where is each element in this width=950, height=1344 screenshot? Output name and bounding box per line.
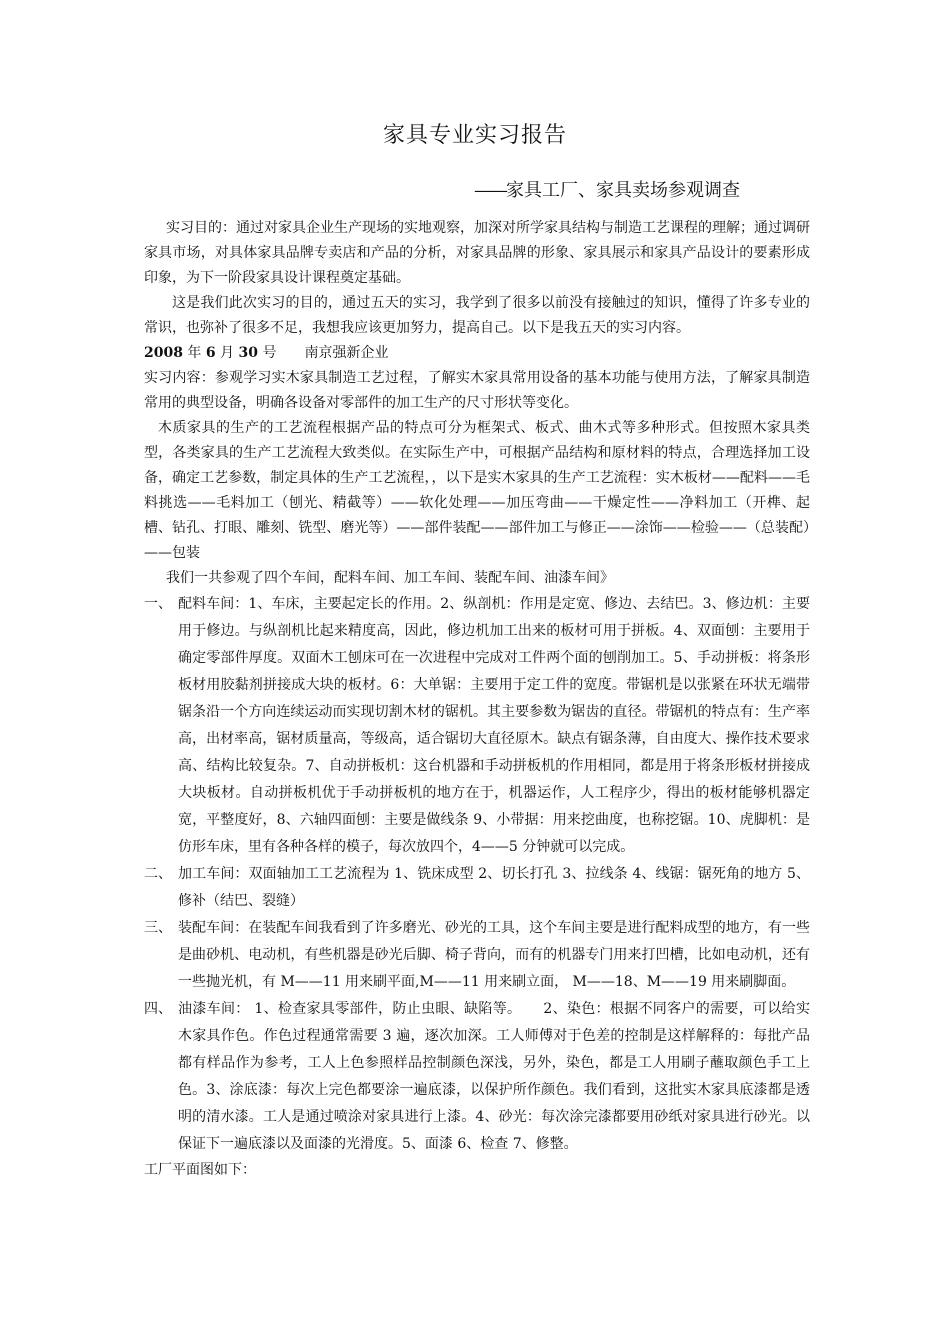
purpose-paragraph: 实习目的：通过对家具企业生产现场的实地观察，加深对所学家具结构与制造工艺课程的理解；通过调研家具市场，对具体家具品牌专卖店和产品的分析，对家具品牌的形象、家具展示和家具产品设计的要素形成印象，为下一阶段家具设计课程奠定基础。 xyxy=(144,220,810,286)
list-text-a: 油漆车间： 1、检查家具零部件，防止虫眼、缺陷等。 xyxy=(178,1001,522,1017)
date-day: 30 xyxy=(238,345,259,361)
content-paragraph: 实习内容：参观学习实木家具制造工艺过程，了解实木家具常用设备的基本功能与使用方法，了解家具制造常用的典型设备，明确各设备对零部件的加工生产的尺寸形状等变化。 xyxy=(144,370,810,411)
subtitle-text: 家具工厂、家具卖场参观调查 xyxy=(506,180,740,201)
list-text: 加工车间：双面轴加工工艺流程为 1、铣床成型 2、切长打孔 3、拉线条 4、线锯：锯死角的地方 5、修补（结巴、裂缝） xyxy=(178,866,810,909)
workshop-list xyxy=(144,591,810,1158)
list-number: 三、 xyxy=(144,920,172,936)
list-item xyxy=(144,591,810,861)
document-subtitle xyxy=(474,176,740,202)
subtitle-dash: —— xyxy=(474,180,506,201)
list-item xyxy=(144,861,810,915)
date-line xyxy=(144,341,810,366)
list-text-b: 2、染色：根据不同客户的需要，可以给实木家具作色。作色过程通常需要 3 遍，逐次加深。工人师傅对于色差的控制是这样解释的：每批产品都有样品作为参考，工人上色参照样品控制颜色深浅，另外，染色，都是工人用刷子蘸取颜色手工上色。3、涂底漆：每次上完色都要涂一遍底漆，以保护所作颜色。我们看到，这批实木家具底漆都是透明的清水漆。工人是通过喷涂对家具进行上漆。4、砂光：每次涂完漆都要用砂纸对家具进行砂光。以保证下一遍底漆以及面漆的光滑度。5、面漆 6、检查 7、修整。 xyxy=(178,1001,810,1152)
date-yue: 月 xyxy=(220,345,235,361)
date-hao: 号 xyxy=(262,345,277,361)
list-item xyxy=(144,915,810,996)
intro-paragraph: 这是我们此次实习的目的，通过五天的实习，我学到了很多以前没有接触过的知识，懂得了许多专业的常识，也弥补了很多不足，我想我应该更加努力，提高自己。以下是我五天的实习内容。 xyxy=(144,295,810,336)
document-title: 家具专业实习报告 xyxy=(382,123,567,148)
list-number: 二、 xyxy=(144,866,172,882)
company-name: 南京强新企业 xyxy=(304,345,389,361)
plan-label: 工厂平面图如下： xyxy=(144,1162,256,1178)
document-body xyxy=(144,216,810,1183)
list-number: 四、 xyxy=(144,1001,172,1017)
workshops-intro: 我们一共参观了四个车间，配料车间、加工车间、装配车间、油漆车间》 xyxy=(166,570,614,586)
list-item xyxy=(144,996,810,1158)
list-number: 一、 xyxy=(144,596,172,612)
process-paragraph: 木质家具的生产的工艺流程根据产品的特点可分为框架式、板式、曲木式等多种形式。但按照木家具类型，各类家具的生产工艺流程大致类似。在实际生产中，可根据产品结构和原材料的特点，合理选择加工设备，确定工艺参数，制定具体的生产工艺流程，，以下是实木家具的生产工艺流程：实木板材——配料——毛料挑选——毛料加工（刨光、精截等）——软化处理——加压弯曲——干燥定性——净料加工（开榫、起槽、钻孔、打眼、雕刻、铣型、磨光等）——部件装配——部件加工与修正——涂饰——检验——（总装配）——包装 xyxy=(144,420,810,561)
list-text: 装配车间：在装配车间我看到了许多磨光、砂光的工具，这个车间主要是进行配料成型的地方，有一些是曲砂机、电动机，有些机器是砂光后脚、椅子背向，而有的机器专门用来打凹槽，比如电动机，还有一些抛光机，有 M——11 用来刷平面,M——11 用来刷立面， M——18、M——19 用来刷脚面。 xyxy=(178,920,810,990)
list-text: 配料车间：1、车床，主要起定长的作用。2、纵剖机：作用是定宽、修边、去结巴。3、修边机：主要用于修边。与纵剖机比起来精度高，因此，修边机加工出来的板材可用于拼板。4、双面刨：主要用于确定零部件厚度。双面木工刨床可在一次进程中完成对工件两个面的刨削加工。5、手动拼板：将条形板材用胶黏剂拼接成大块的板材。6：大单锯：主要用于定工件的宽度。带锯机是以张紧在环状无端带锯条沿一个方向连续运动而实现切割木材的锯机。其主要参数为锯齿的直径。带锯机的特点有：生产率高，出材率高，锯材质量高，等级高，适合锯切大直径原木。缺点有锯条薄，自由度大、操作技术要求高、结构比较复杂。7、自动拼板机：这台机器和手动拼板机的作用相同，都是用于将条形板材拼接成大块板材。自动拼板机优于手动拼板机的地方在于，机器运作，人工程序少，得出的板材能够机器定宽，平整度好，8、六轴四面刨：主要是做线条 9、小带据：用来挖曲度，也称挖锯。10、虎脚机：是仿形车床，里有各种各样的模子，每次放四个，4——5 分钟就可以完成。 xyxy=(178,596,810,855)
date-nian: 年 xyxy=(187,345,202,361)
date-month: 6 xyxy=(205,345,216,361)
date-year: 2008 xyxy=(144,345,183,361)
